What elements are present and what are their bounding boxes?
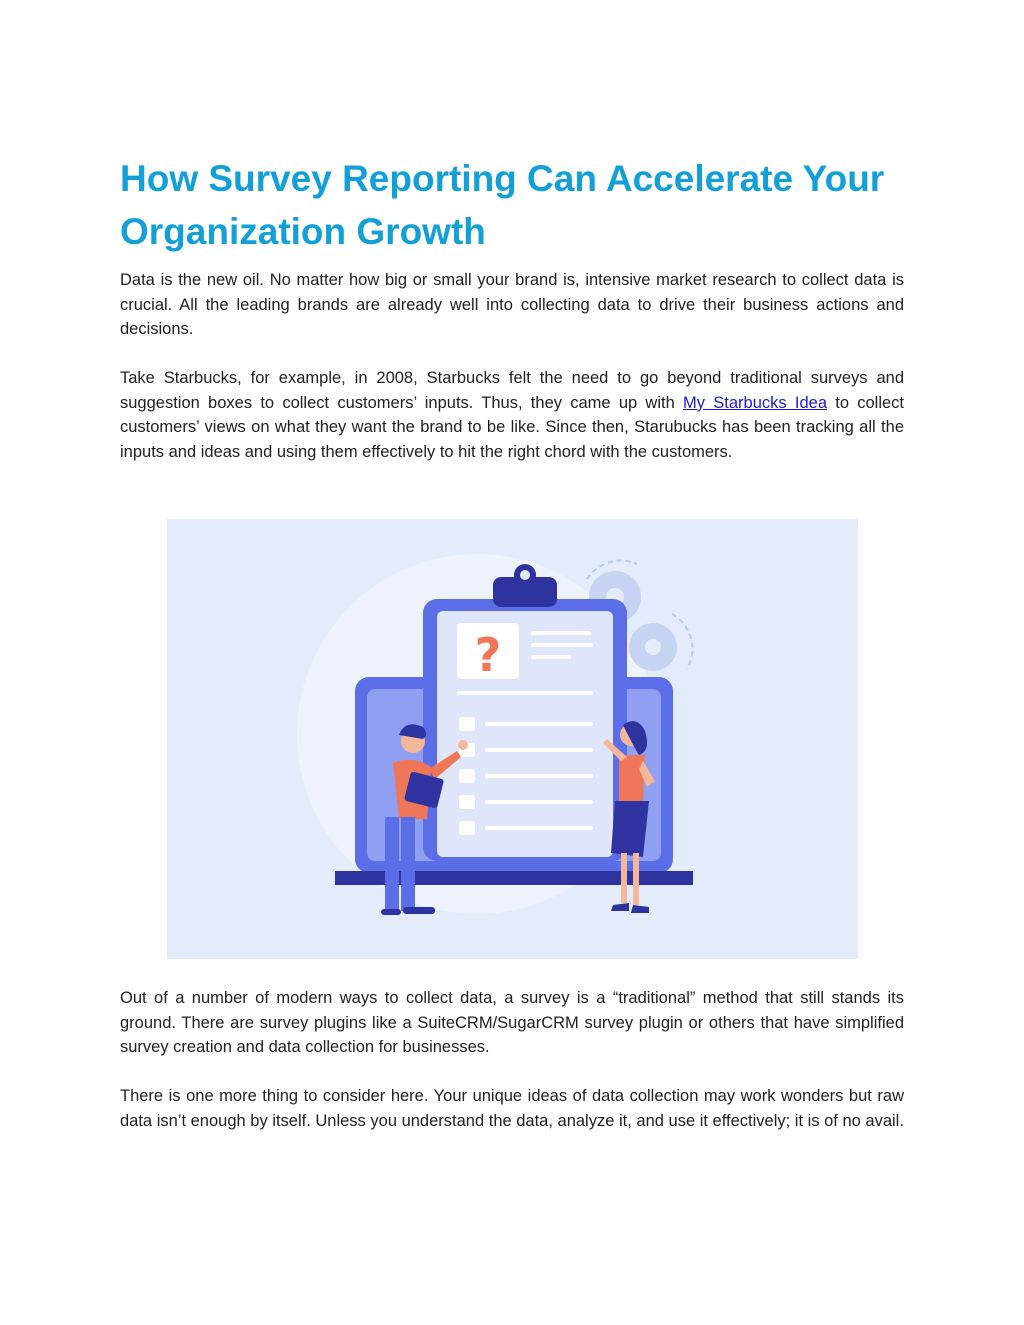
page-title: How Survey Reporting Can Accelerate Your Organization Growth [120, 158, 885, 252]
intro-paragraph: Data is the new oil. No matter how big or small your brand is, intensive market research to collect data is crucial. All the leading brands are already well into collecting data to drive their business actions and decisions. [120, 271, 904, 338]
text-line [531, 655, 571, 659]
text-line [531, 643, 593, 647]
data-analysis-paragraph: There is one more thing to consider here. Your unique ideas of data collection may work wonders but raw data isn’t enough by itself. Unless you understand the data, analyze it, and use it effectively; it is of no avail. [120, 1087, 904, 1130]
starbucks-paragraph [120, 366, 904, 464]
clipboard-clip-hole [520, 570, 530, 580]
survey-clipboard-illustration [167, 519, 858, 959]
paragraph-text: Take Starbucks, for example, in 2008, Starbucks felt the need to go beyond traditional surveys and suggestion boxes to collect customers’ inputs. Thus, they came up with [120, 369, 904, 412]
text-line [457, 691, 593, 695]
question-mark-icon: ? [474, 628, 502, 682]
survey-paragraph: Out of a number of modern ways to collect data, a survey is a “traditional” method that still stands its ground. There are survey plugins like a SuiteCRM/SugarCRM survey plugin or others that have simplified survey creation and data collection for businesses. [120, 989, 904, 1056]
paragraph-text: to collect customers’ views on what they want the brand to be like. Since then, Starubucks has been tracking all the inputs and ideas and using them effectively to hit the right chord with the customers. [120, 393, 905, 461]
my-starbucks-idea-link[interactable]: My Starbucks Idea [683, 393, 827, 412]
text-line [531, 631, 591, 635]
gear-icon [645, 639, 661, 655]
